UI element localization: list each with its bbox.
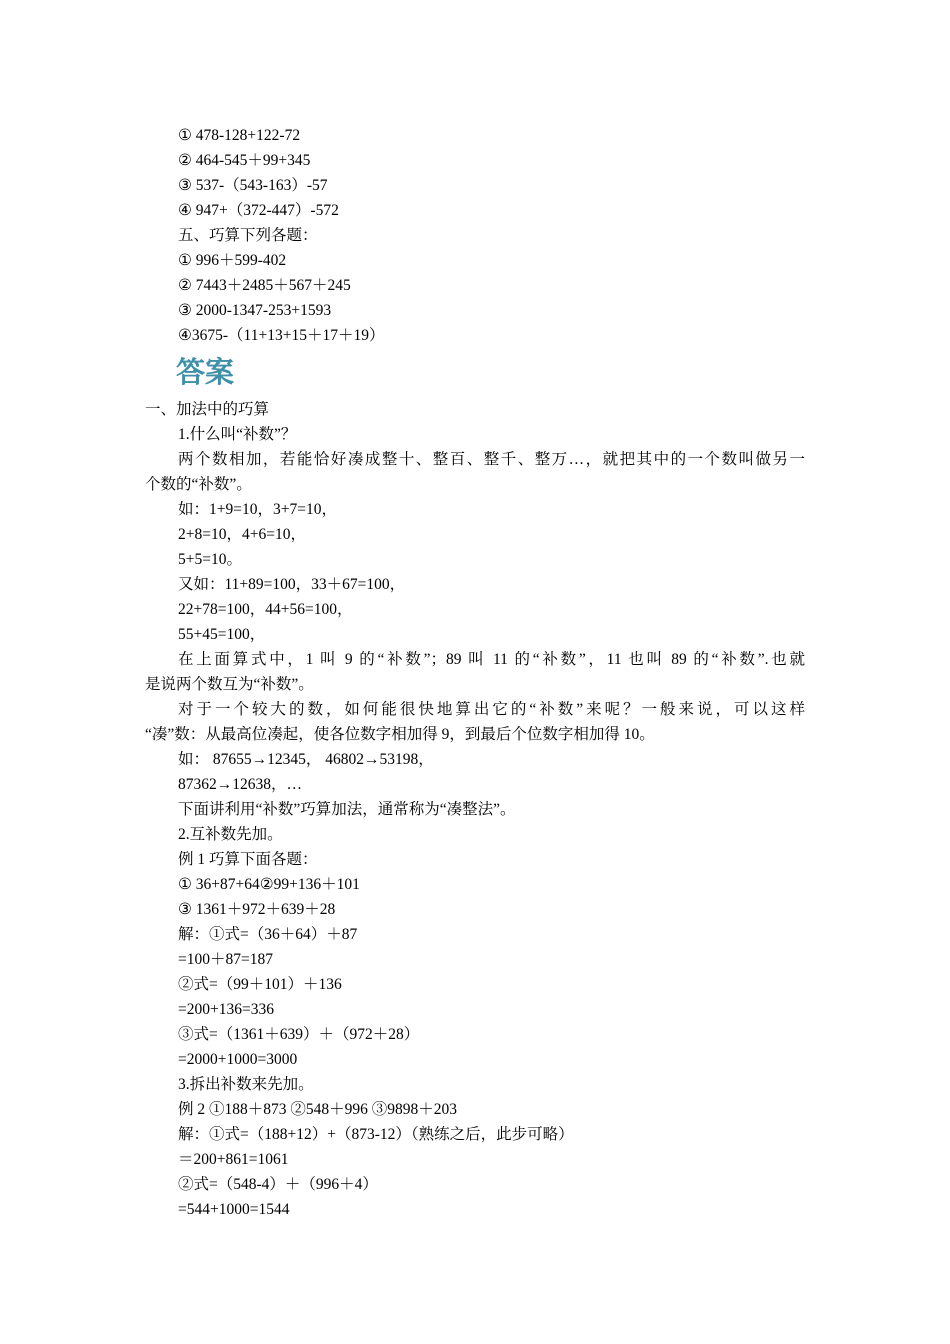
- section-one-title: 一、加法中的巧算: [145, 401, 270, 418]
- answer-heading: 答案: [176, 355, 235, 389]
- exercise-4-1: ① 478-128+122-72: [178, 127, 301, 144]
- solution-2-a: 解：①式=（188+12）+（873-12）（熟练之后，此步可略）: [178, 1126, 574, 1143]
- large-number-line-2: “凑”数：从最高位凑起，使各位数字相加得 9，到最后个位数字相加得 10。: [145, 726, 655, 743]
- example-a-1: 如：1+9=10，3+7=10，: [178, 501, 337, 518]
- example-2-title: 例 2 ①188＋873 ②548＋996 ③9898＋203: [178, 1101, 458, 1118]
- exercise-4-4: ④ 947+（372-447）-572: [178, 202, 339, 219]
- question-2-title: 2.互补数先加。: [178, 826, 283, 843]
- question-1-title: 1.什么叫“补数”？: [178, 426, 297, 443]
- solution-1-d: =200+136=336: [178, 1001, 274, 1018]
- example-1-title: 例 1 巧算下面各题：: [178, 851, 318, 868]
- example-a-3: 5+5=10。: [178, 551, 242, 568]
- exercise-5-4: ④3675-（11+13+15＋17＋19）: [178, 327, 385, 344]
- example-b-3: 55+45=100，: [178, 626, 266, 643]
- example-c-1: 如： 87655→12345， 46802→53198，: [178, 751, 434, 768]
- definition-line-1: 两个数相加，若能恰好凑成整十、整百、整千、整万…，就把其中的一个数叫做另一: [178, 451, 805, 468]
- solution-1-a: 解：①式=（36＋64）＋87: [178, 926, 358, 943]
- example-b-1: 又如：11+89=100，33＋67=100，: [178, 576, 406, 593]
- example-b-2: 22+78=100，44+56=100，: [178, 601, 353, 618]
- exercise-5-3: ③ 2000-1347-253+1593: [178, 302, 332, 319]
- mutual-line-1: 在上面算式中，1 叫 9 的“补数”；89 叫 11 的“补数”，11 也叫 89 的“补数”.也就: [178, 651, 805, 668]
- solution-1-e: ③式=（1361＋639）＋（972＋28）: [178, 1026, 420, 1043]
- solution-1-b: =100＋87=187: [178, 951, 273, 968]
- example-c-2: 87362→12638，…: [178, 776, 303, 793]
- solution-1-c: ②式=（99＋101）＋136: [178, 976, 342, 993]
- solution-2-b: ＝200+861=1061: [178, 1151, 289, 1168]
- question-3-title: 3.拆出补数来先加。: [178, 1076, 314, 1093]
- solution-2-c: ②式=（548-4）＋（996＋4）: [178, 1176, 378, 1193]
- exercise-5-1: ① 996＋599-402: [178, 252, 287, 269]
- solution-1-f: =2000+1000=3000: [178, 1051, 298, 1068]
- exercise-4-2: ② 464-545＋99+345: [178, 152, 311, 169]
- definition-line-2: 个数的“补数”。: [145, 476, 252, 493]
- section-five-title: 五、巧算下列各题：: [178, 227, 318, 244]
- exercise-5-2: ② 7443＋2485＋567＋245: [178, 277, 351, 294]
- exercise-4-3: ③ 537-（543-163）-57: [178, 177, 328, 194]
- mutual-line-2: 是说两个数互为“补数”。: [145, 676, 314, 693]
- large-number-line-1: 对于一个较大的数，如何能很快地算出它的“补数”来呢？一般来说，可以这样: [178, 701, 805, 718]
- example-1-items-b: ③ 1361＋972＋639＋28: [178, 901, 336, 918]
- example-a-2: 2+8=10，4+6=10，: [178, 526, 306, 543]
- example-1-items-a: ① 36+87+64②99+136＋101: [178, 876, 360, 893]
- solution-2-d: =544+1000=1544: [178, 1201, 290, 1218]
- method-intro: 下面讲利用“补数”巧算加法，通常称为“凑整法”。: [178, 801, 516, 818]
